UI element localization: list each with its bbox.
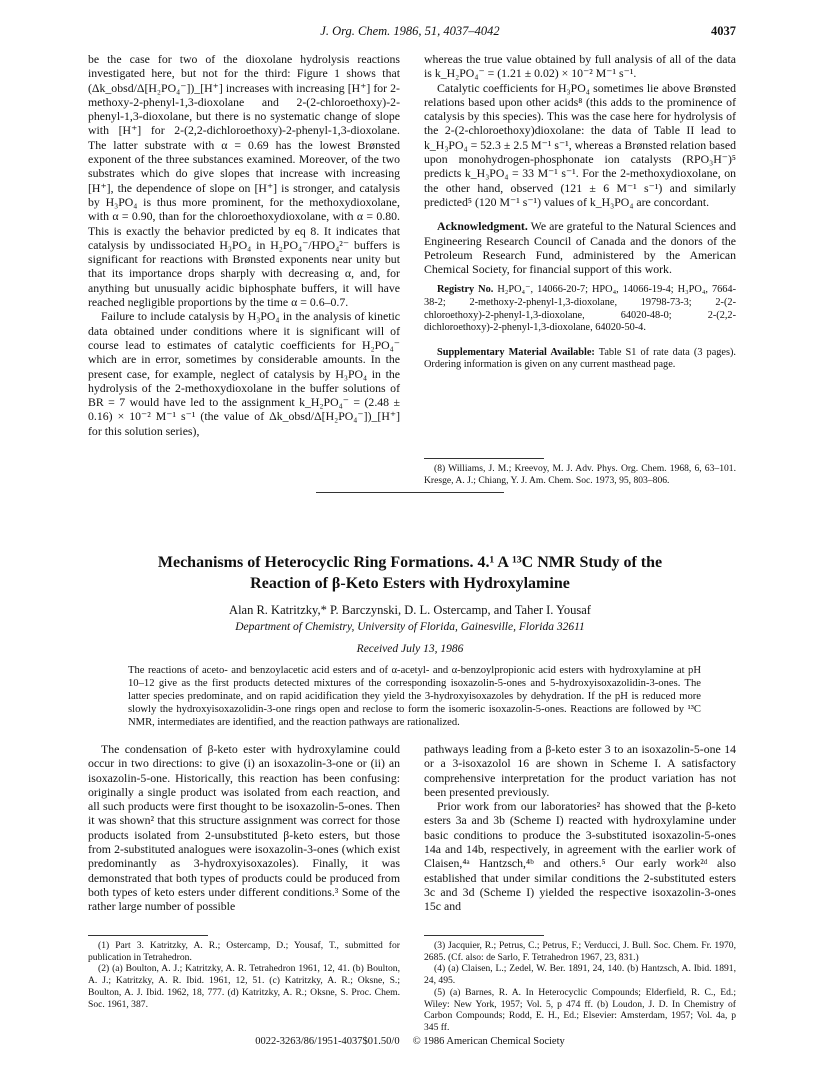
article-code: 0022-3263/86/1951-4037$01.50/0 [255, 1036, 400, 1047]
abstract: The reactions of aceto- and benzoylacetic acid esters and of α-acetyl- and α-benzoylpropionic acid esters with hydroxylamine at pH 10–12 give as the first products detected mixtures of the corresponding isoxazolin-5-ones and 5-hydroxyisoxazolidin-3-ones. The latter species predominate, and on rapid acidification they yield the 3-hydroxyisoxazoles by dehydration. If the pH is reduced more slowly the hydroxyisoxazolidin-3-one rings open and reclose to form the isomeric isoxazolin-5-ones. Reactions are followed by ¹³C NMR, intermediates are identified, and the reaction pathways are rationalized. [128, 665, 701, 728]
authors: Alan R. Katritzky,* P. Barczynski, D. L. Ostercamp, and Taher I. Yousaf [229, 603, 591, 617]
title-line: Mechanisms of Heterocyclic Ring Formations. 4.¹ A ¹³C NMR Study of the [157, 554, 663, 571]
footnote-5: (5) (a) Barnes, R. A. In Heterocyclic Compounds; Elderfield, R. C., Ed.; Wiley: New York, 1957; Vol. 5, p 474 ff. (b) Loudon, J. D. In Chemistry of Carbon Compounds; Rodd, E. H., Ed.; Elsevier: Amsterdam, 1957; Vol. 4a, p 345 ff. [424, 986, 736, 1033]
received-date: Received July 13, 1986 [356, 643, 464, 655]
footnote-divider [424, 935, 544, 936]
paragraph: Failure to include catalysis by H₃PO₄ in the analysis of kinetic data obtained under conditions where it is significant will of course lead to estimates of catalytic coefficients for H₂PO₄⁻ which are in error, sometimes by considerable amounts. In the present case, for example, neglect of catalysis by H₃PO₄ in the hydrolysis of the 2-methoxydioxolane in the buffer solutions of BR = 7 would have led to the assignment k_H₂PO₄⁻ = (2.48 ± 0.16) × 10⁻² M⁻¹ s⁻¹ (the value of Δk_obsd/Δ[H₂PO₄⁻])_[H⁺] for this solution series), [88, 309, 400, 438]
acknowledgment-heading: Acknowledgment. [437, 219, 528, 234]
footnote-text: (8) Williams, J. M.; Kreevoy, M. J. Adv. Phys. Org. Chem. 1968, 6, 63–101. Kresge, A. J.; Chiang, Y. J. Am. Chem. Soc. 1973, 95, 803–806. [424, 463, 736, 486]
paragraph: whereas the true value obtained by full analysis of all of the data is k_H₂PO₄⁻ = (1.21 ± 0.02) × 10⁻² M⁻¹ s⁻¹. [424, 52, 736, 81]
paragraph: be the case for two of the dioxolane hydrolysis reactions investigated here, but not for the third: Figure 1 shows that (Δk_obsd/Δ[H₂PO₄⁻])_[H⁺] increases with increasing [H⁺] for 2-methoxy-2-phenyl-1,3-dioxolane and 2-(2-chloroethoxy)-2-phenyl-1,3-dioxolane, but there is no systematic change of slope with [H⁺] for 2-(2,2-dichloroethoxy)-2-phenyl-1,3-dioxolane. The latter substrate with α = 0.69 has the lowest Brønsted exponent of the three substances examined. Moreover, of the two substrates which do give slopes that increase with increasing [H⁺], the dependence of slope on [H⁺] is stronger, and catalysis by H₃PO₄ is thus more prominent, for the methoxydioxolane, with α = 0.90, than for the chloroethoxydioxolane, with α = 0.80. This is exactly the behavior predicted by eq 8. It indicates that catalysis by undissociated H₃PO₄ in H₂PO₄⁻/HPO₄²⁻ buffers is significant for reactions with Brønsted exponents near unity but that its importance drops sharply with decreasing α, and, for anything but unusually acidic biphosphate buffers, it will have reached negligible proportions by the time α = 0.6–0.7. [88, 52, 400, 310]
copyright: © 1986 American Chemical Society [412, 1036, 565, 1047]
page-number: 4037 [711, 24, 736, 38]
paragraph: The condensation of β-keto ester with hydroxylamine could occur in two directions: to give (i) an isoxazolin-3-one or (ii) an isoxazolin-5-one. Historically, this reaction has been confusing: originally a single product was isolated from each reaction, and all such products were first thought to be isoxazolin-5-ones. Then it was shown² that this structure assignment was correct for those products isolated from 2-unsubstituted β-keto esters, but those from 2-substituted analogues were isoxazolin-3-ones (which exist predominantly as 3-hydroxyisoxazoles). Finally, it was demonstrated that both types of products could be produced from both types of keto esters under different conditions.³ Some of the rather large number of possible [88, 742, 400, 914]
footnote-3: (3) Jacquier, R.; Petrus, C.; Petrus, F.; Verducci, J. Bull. Soc. Chem. Fr. 1970, 2685. (Cf. also: de Sarlo, F. Tetrahedron 1967, 23, 831.) [424, 940, 736, 963]
footnote-divider [424, 458, 544, 459]
paragraph: Catalytic coefficients for H₃PO₄ sometimes lie above Brønsted relations based upon other acids⁸ (this adds to the prominence of catalysis by this species). This was the case here for hydrolysis of the 2-(2-chloroethoxy)dioxolane: the data of Table II lead to k_H₃PO₄ = 52.3 ± 2.5 M⁻¹ s⁻¹, whereas a Brønsted relation based upon monohydrogen-phosphonate ion catalysts (RPO₃H⁻)⁵ predicts k_H₃PO₄ = 33 M⁻¹ s⁻¹. For the 2-methoxydioxolane, on the other hand, observed (121 ± 6 M⁻¹ s⁻¹) and similarly predicted⁵ (120 M⁻¹ s⁻¹) values of k_H₃PO₄ are concordant. [424, 80, 736, 209]
title-line: Reaction of β-Keto Esters with Hydroxylamine [250, 575, 570, 592]
acknowledgment [424, 219, 736, 276]
running-header: J. Org. Chem. 1986, 51, 4037–4042 [320, 24, 500, 38]
paragraph: pathways leading from a β-keto ester 3 to an isoxazolin-5-one 14 or a 3-isoxazolol 16 are shown in Scheme I. A satisfactory comprehensive interpretation for the product variation has not been presented previously. [424, 742, 736, 799]
footnote-4: (4) (a) Claisen, L.; Zedel, W. Ber. 1891, 24, 140. (b) Hantzsch, A. Ibid. 1891, 24, 495. [424, 963, 736, 987]
left-column-top [88, 52, 400, 438]
page-footer [0, 1036, 820, 1047]
footnote-2: (2) (a) Boulton, A. J.; Katritzky, A. R. Tetrahedron 1961, 12, 41. (b) Boulton, A. J.; Katritzky, A. R. Ibid. 1961, 12, 51. (c) Katritzky, A. R.; Oksne, S.; Boulton, A. J. Ibid. 1962, 18, 777. (d) Katritzky, A. R.; Oksne, S. Proc. Chem. Soc. 1961, 387. [88, 963, 400, 1010]
left-column-bottom [88, 742, 400, 914]
section-divider [316, 492, 504, 493]
registry-numbers [424, 284, 736, 334]
footnotes-left [88, 940, 400, 1010]
footnote-1: (1) Part 3. Katritzky, A. R.; Ostercamp, D.; Yousaf, T., submitted for publication in Tetrahedron. [88, 940, 400, 963]
footnote-8 [424, 463, 736, 486]
footnote-divider [88, 935, 208, 936]
article-title [0, 552, 820, 594]
registry-text: H₂PO₄⁻, 14066-20-7; HPO₄, 14066-19-4; H₃PO₄, 7664-38-2; 2-methoxy-2-phenyl-1,3-dioxolane, 19798-73-3; 2-(2-chloroethoxy)-2-phenyl-1,3-dioxolane, 64020-48-0; 2-(2,2-dichloroethoxy)-2-phenyl-1,3-dioxolane, 64020-50-4. [424, 284, 737, 334]
paragraph: Prior work from our laboratories² has showed that the β-keto esters 3a and 3b (Scheme I) reacted with hydroxylamine under basic conditions to produce the 3-substituted isoxazolin-5-ones 14a and 14b, respectively, in agreement with the earlier work of Claisen,⁴ᵃ Hantzsch,⁴ᵇ and others.⁵ Our early work²ᵈ also established that under similar conditions the 2-substituted esters 3c and 3d (Scheme I) yielded the respective isoxazolin-3-ones 15c and [424, 799, 736, 914]
footnotes-right [424, 940, 736, 1034]
affiliation: Department of Chemistry, University of Florida, Gainesville, Florida 32611 [235, 621, 585, 633]
supplementary-text: Table S1 of rate data (3 pages). Ordering information is given on any current masthead page. [424, 346, 737, 371]
acknowledgment-text: We are grateful to the Natural Sciences and Engineering Research Council of Canada and the donors of the Petroleum Research Fund, administered by the American Chemical Society, for financial support of this work. [424, 219, 736, 277]
supplementary-heading: Supplementary Material Available: [437, 346, 595, 358]
right-column-top [424, 52, 736, 372]
right-column-bottom [424, 742, 736, 914]
registry-heading: Registry No. [437, 284, 494, 296]
supplementary-material [424, 347, 736, 372]
